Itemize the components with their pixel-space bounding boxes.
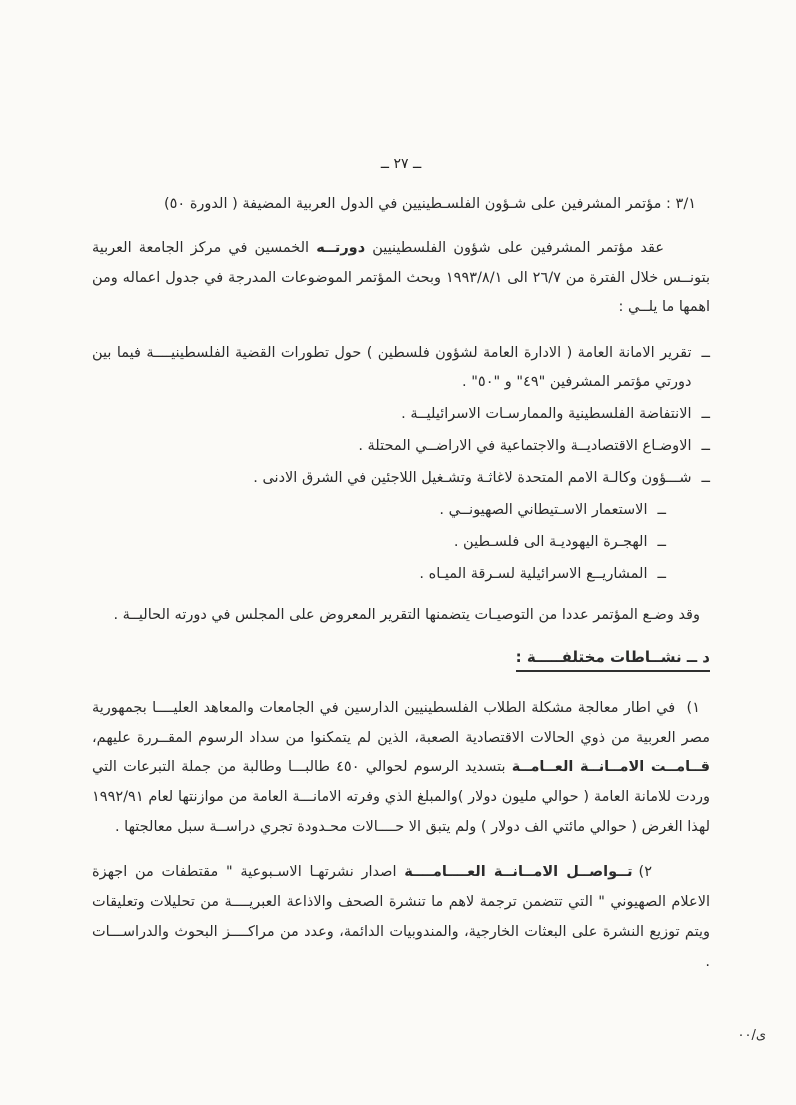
agenda-item-text: الهجـرة اليهوديـة الى فلسـطين . <box>453 534 648 551</box>
item-number: ١) <box>686 699 700 716</box>
agenda-list <box>92 339 710 589</box>
agenda-item-text: المشاريــع الاسرائيلية لسـرقة الميـاه . <box>419 566 648 583</box>
dash-marker: ــ <box>701 438 710 455</box>
page-content <box>92 156 710 993</box>
agenda-item <box>92 464 710 493</box>
dash-marker: ــ <box>701 345 710 362</box>
closing-paragraph: وقد وضـع المؤتمر عددا من التوصيـات يتضمنها التقرير المعروض على المجلس في دورته الحاليــة . <box>113 607 700 624</box>
agenda-item-text: تقرير الامانة العامة ( الادارة العامة لشؤون فلسطين ) حول تطورات القضية الفلسطينيــــة فيما بين دورتي مؤتمر المشرفين "٤٩" و "٥٠" . <box>92 345 692 391</box>
activity-item-2 <box>92 858 710 977</box>
dash-marker: ــ <box>701 470 710 487</box>
agenda-item-text: شـــؤون وكالـة الامم المتحدة لاغاثـة وتشـغيل اللاجئين في الشرق الادنى . <box>253 470 692 487</box>
dash-marker: ــ <box>657 502 666 519</box>
intro-text-part1: عقد مؤتمر المشرفين على شؤون الفلسطينيين <box>365 240 664 256</box>
intro-emphasized-word: دورتــه <box>316 240 366 256</box>
dash-marker: ــ <box>657 534 666 551</box>
dash-marker: ــ <box>701 406 710 423</box>
agenda-item <box>92 400 710 429</box>
section-d-title: د ــ نشــاطات مختلفـــــة : <box>516 648 710 672</box>
agenda-item-text: الانتفاضة الفلسطينية والممارسـات الاسرائيليــة . <box>401 406 692 423</box>
intro-text-part2: الخمسين في مركز الجامعة العربية بتونــس خلال الفترة من ٢٦/٧ الى ١٩٩٣/٨/١ وبحث المؤتمر الموضوعات المدرجة في جدول اعماله ومن اهمها ما يلــي : <box>92 240 710 316</box>
dash-marker: ــ <box>657 566 666 583</box>
agenda-item <box>92 339 710 397</box>
section-d-heading-row <box>92 647 710 672</box>
activity2-emphasized-phrase: تــواصــل الامــانــة العــــامــــة <box>404 864 633 881</box>
agenda-item <box>92 560 710 589</box>
page-continuation-mark: ى/٠٠ <box>737 1028 766 1043</box>
agenda-item <box>92 528 710 557</box>
activity2-text-part2: اصدار نشرتهـا الاسـبوعية " مقتطفات من اجهزة الاعلام الصهيوني " التي تتضمن ترجمة لاهم ما تنشرة الصحف والاذاعة العبريــــة من تحليلات وتعليقات ويتم توزيع النشرة على البعثات الخارجية، والمندوبيات الدائمة، وعدد من مراكــــز البحوث والدراســـات . <box>92 864 710 970</box>
activity-item-1 <box>92 694 710 843</box>
agenda-item <box>92 432 710 461</box>
agenda-item <box>92 496 710 525</box>
item-number: ٢) <box>638 864 652 881</box>
agenda-item-text: الاستعمار الاسـتيطاني الصهيونــي . <box>439 502 648 519</box>
section-heading: ٣/١ : مؤتمر المشرفين على شـؤون الفلسـطينيين في الدول العربية المضيفة ( الدورة ٥٠) <box>163 196 696 212</box>
page-number: ــ ٢٧ ــ <box>380 156 422 172</box>
intro-paragraph <box>92 234 710 323</box>
activity1-text-part1: في اطار معالجة مشكلة الطلاب الفلسطينيين الدارسين في الجامعات والمعاهد العليــــا بجمهورية مصر العربية من ذوي الحالات الاقتصادية الصعبة، الذين لم يتمكنوا من سداد الرسوم المقــررة عليهم، <box>92 699 710 746</box>
activity1-emphasized-phrase: قــامــت الامــانــة العــامــة <box>511 759 710 776</box>
activity1-text-part2: بتسديد الرسوم لحوالي ٤٥٠ طالبـــا وطالبة من جملة التبرعات التي وردت للامانة العامة ( حوالي مليون دولار )والمبلغ الذي وفرته الامانـــة العامة من موازنتها لعام ١٩٩٢/٩١ لهذا الغرض ( حوالي مائتي الف دولار ) ولم يتبق الا حــــالات محـدودة تجري دراســة سبل معالجتها . <box>92 759 710 835</box>
agenda-item-text: الاوضـاع الاقتصاديــة والاجتماعية في الاراضــي المحتلة . <box>358 438 692 455</box>
